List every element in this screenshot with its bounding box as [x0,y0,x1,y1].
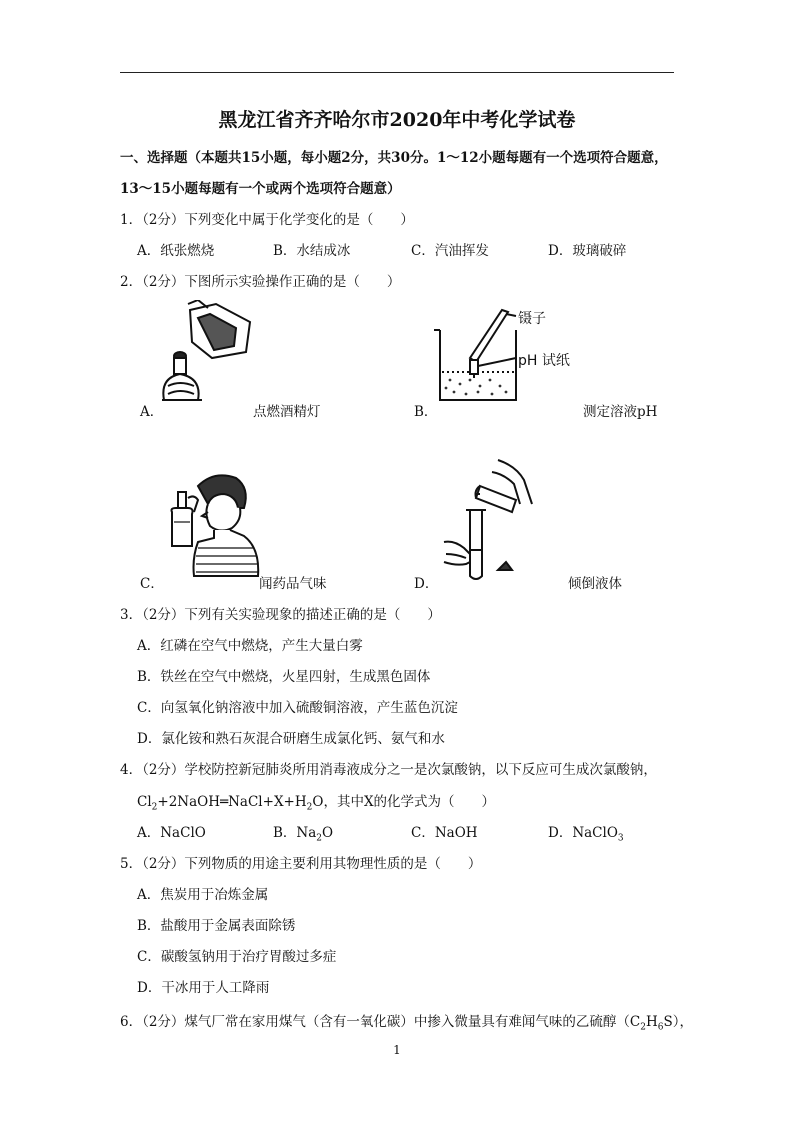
q2-option-c-letter: C． [140,576,164,592]
q3-option-b: B．铁丝在空气中燃烧，火星四射，生成黑色固体 [137,669,431,685]
q3-option-d: D．氯化铵和熟石灰混合研磨生成氯化钙、氨气和水 [137,731,445,747]
q4-option-b-sub: 2 [316,833,323,844]
q1-option-c: C．汽油挥发 [411,243,489,259]
q4-eq-b-sub: 2 [306,802,313,813]
q5-option-d: D．干冰用于人工降雨 [137,980,270,996]
q5-option-b: B．盐酸用于金属表面除锈 [137,918,296,934]
q2-stem: 2．（2分）下图所示实验操作正确的是（ ） [120,274,401,290]
figure-c-smelling [158,468,270,578]
q3-option-c: C．向氢氧化钠溶液中加入硫酸铜溶液，产生蓝色沉淀 [137,700,458,716]
q2-option-c-caption: 闻药品气味 [259,576,327,592]
q2-option-a-letter: A． [140,404,164,420]
q4-equation [137,790,495,813]
section-heading-line2: 13～15小题每题有一个或两个选项符合题意） [120,181,401,197]
q4-option-c: C．NaOH [411,825,478,841]
q4-stem: 4．（2分）学校防控新冠肺炎所用消毒液成分之一是次氯酸钠，以下反应可生成次氯酸钠， [120,762,657,778]
q4-option-a: A．NaClO [137,825,206,841]
q1-option-d: D．玻璃破碎 [548,243,627,259]
q6-sub2: 6 [657,1022,664,1033]
q5-stem: 5．（2分）下列物质的用途主要利用其物理性质的是（ ） [120,856,482,872]
q6-end: S）， [663,1014,694,1030]
q6-stem [120,1010,693,1033]
q4-eq-a: Cl [137,794,152,810]
section-heading-line1: 一、选择题（本题共15小题，每小题2分，共30分。1～12小题每题有一个选项符合题意， [120,150,668,166]
q6-mid: H [646,1014,658,1030]
q6-sub1: 2 [640,1022,646,1033]
q2-option-b-caption: 测定溶液pH [583,404,658,420]
q4-option-d [548,821,624,844]
q4-option-b [273,821,333,844]
label-tweezers: 镊子 [518,311,546,327]
q4-eq-b: +2NaOH═NaCl+X+H [157,794,307,810]
q4-eq-c: O，其中X的化学式为（ ） [312,794,496,810]
page-number: 1 [393,1043,401,1057]
q1-option-b: B．水结成冰 [273,243,351,259]
q4-option-b-end: O [322,825,334,841]
q1-option-a: A．纸张燃烧 [137,243,215,259]
figure-d-pouring [436,458,536,582]
q2-option-a-caption: 点燃酒精灯 [253,404,321,420]
q2-option-d-letter: D． [414,576,439,592]
q3-stem: 3．（2分）下列有关实验现象的描述正确的是（ ） [120,607,441,623]
header-rule [120,72,674,73]
q6-stem-text: 6．（2分）煤气厂常在家用煤气（含有一氧化碳）中掺入微量具有难闻气味的乙硫醇（C [120,1014,641,1030]
q4-eq-a-sub: 2 [151,802,158,813]
q2-option-d-caption: 倾倒液体 [568,576,622,592]
q5-option-a: A．焦炭用于冶炼金属 [137,887,269,903]
page-title: 黑龙江省齐齐哈尔市2020年中考化学试卷 [218,109,576,131]
figure-a-alcohol-lamp [158,300,258,410]
q1-stem: 1．（2分）下列变化中属于化学变化的是（ ） [120,212,414,228]
q5-option-c: C．碳酸氢钠用于治疗胃酸过多症 [137,949,337,965]
q4-option-d-text: D．NaClO [548,825,618,841]
q3-option-a: A．红磷在空气中燃烧，产生大量白雾 [137,638,363,654]
q2-option-b-letter: B． [414,404,438,420]
label-ph-paper: pH 试纸 [518,353,570,369]
q4-option-b-text: B．Na [273,825,317,841]
q4-option-d-sub: 3 [617,833,624,844]
